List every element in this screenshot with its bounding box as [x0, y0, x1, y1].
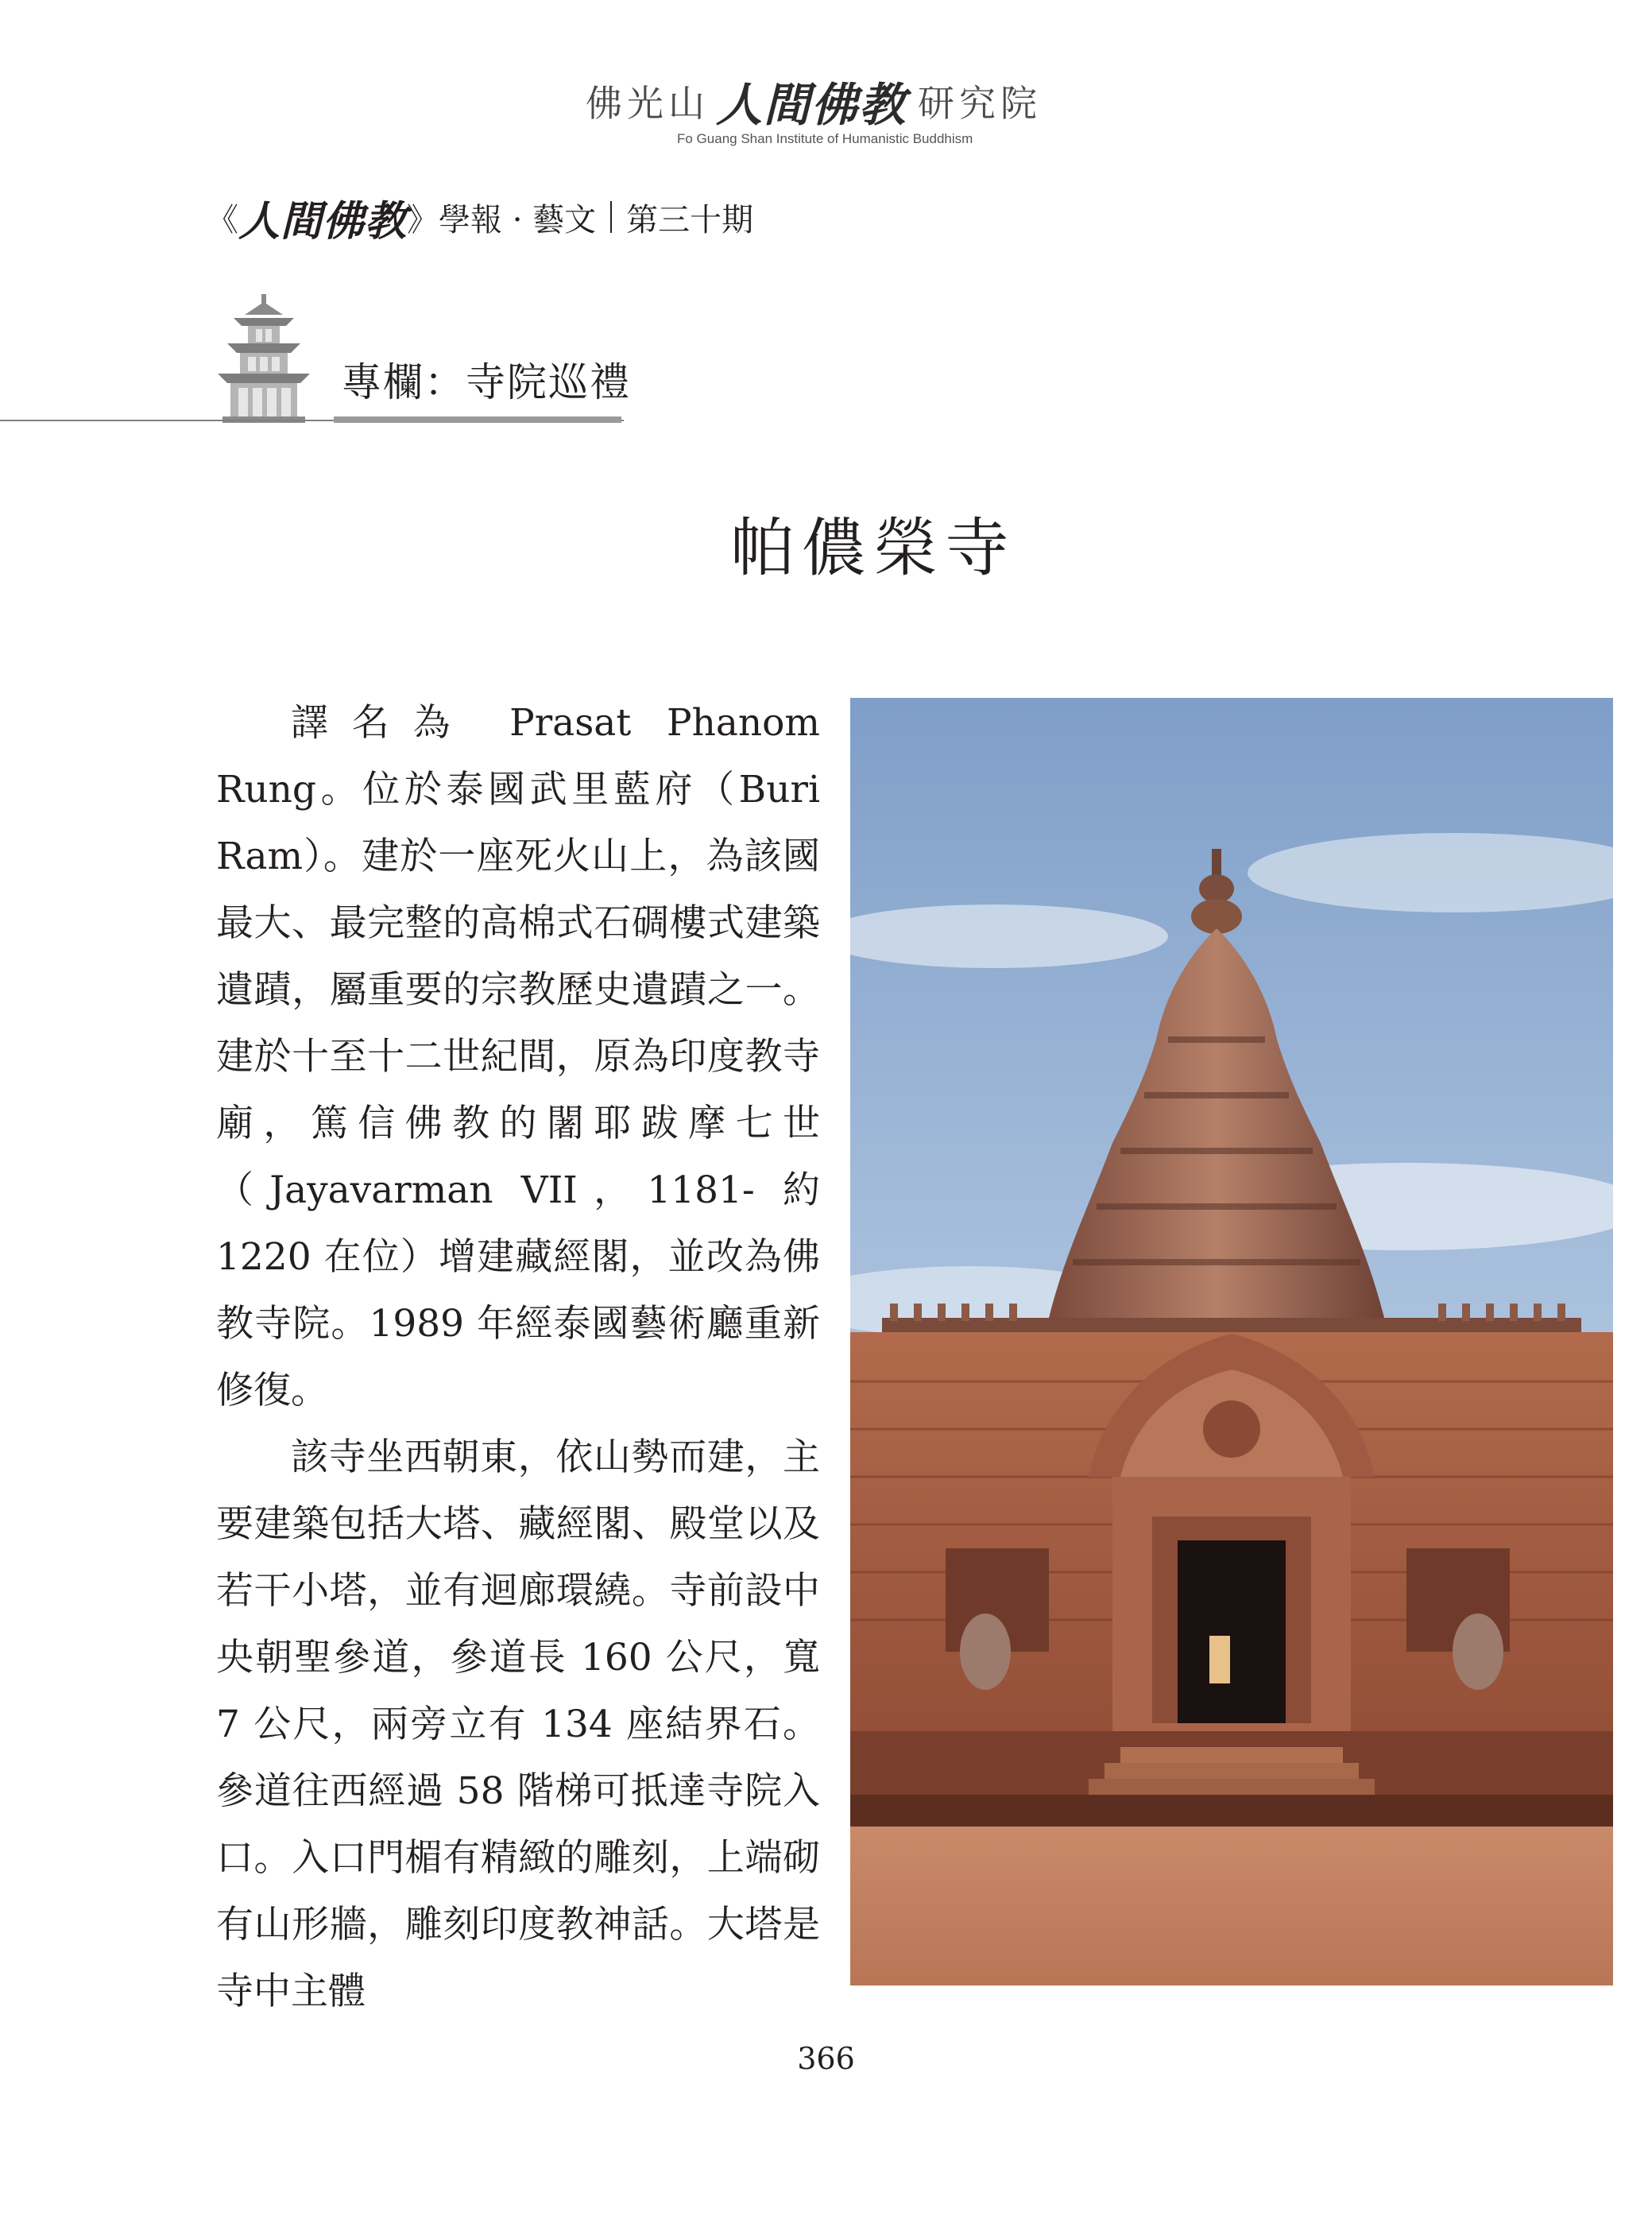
institute-calligraphy: 人間佛教: [716, 78, 907, 132]
journal-open-bracket: 《: [207, 201, 238, 238]
journal-running-header: [207, 189, 753, 245]
page-number: 366: [797, 2041, 855, 2076]
temple-photo: [850, 698, 1613, 1985]
institute-header: [586, 73, 1078, 145]
column-label-box: [334, 348, 631, 423]
journal-divider: [610, 201, 612, 233]
journal-section: 學報 · 藝文: [439, 201, 597, 238]
institute-english-name: Fo Guang Shan Institute of Humanistic Buddhism: [677, 131, 973, 146]
institute-name: [586, 73, 1043, 132]
institute-prefix: 佛光山: [586, 82, 710, 125]
article-paragraph: 該寺坐西朝東，依山勢而建，主要建築包括大塔、藏經閣、殿堂以及若干小塔，並有迴廊環繞。寺前設中央朝聖參道，參道長 160 公尺，寬 7 公尺，兩旁立有 134 座結界石。參道往西經過 58 階梯可抵達寺院入口。入口門楣有精緻的雕刻，上端砌有山形牆，雕刻印度教神話。大塔是寺中主體: [216, 1435, 820, 2013]
institute-suffix: 研究院: [918, 82, 1043, 125]
journal-issue: 第三十期: [626, 201, 754, 238]
article-paragraph: 譯名為 Prasat Phanom Rung。位於泰國武里藍府（Buri Ram）。建於一座死火山上，為該國最大、最完整的高棉式石碉樓式建築遺蹟，屬重要的宗教歷史遺蹟之一。建於十至十二世紀間，原為印度教寺廟，篤信佛教的闍耶跋摩七世（Jayavarman VII，1181- 約 1220 在位）增建藏經閣，並改為佛教寺院。1989 年經泰國藝術廳重新修復。: [216, 701, 820, 1412]
article-body: [216, 690, 820, 2025]
pagoda-icon: [213, 294, 315, 423]
article-title: 帕儂榮寺: [730, 511, 1017, 585]
journal-calligraphy: 人間佛教: [238, 196, 408, 246]
journal-close-bracket: 》: [407, 201, 439, 238]
column-label: 專欄：寺院巡禮: [342, 359, 631, 405]
